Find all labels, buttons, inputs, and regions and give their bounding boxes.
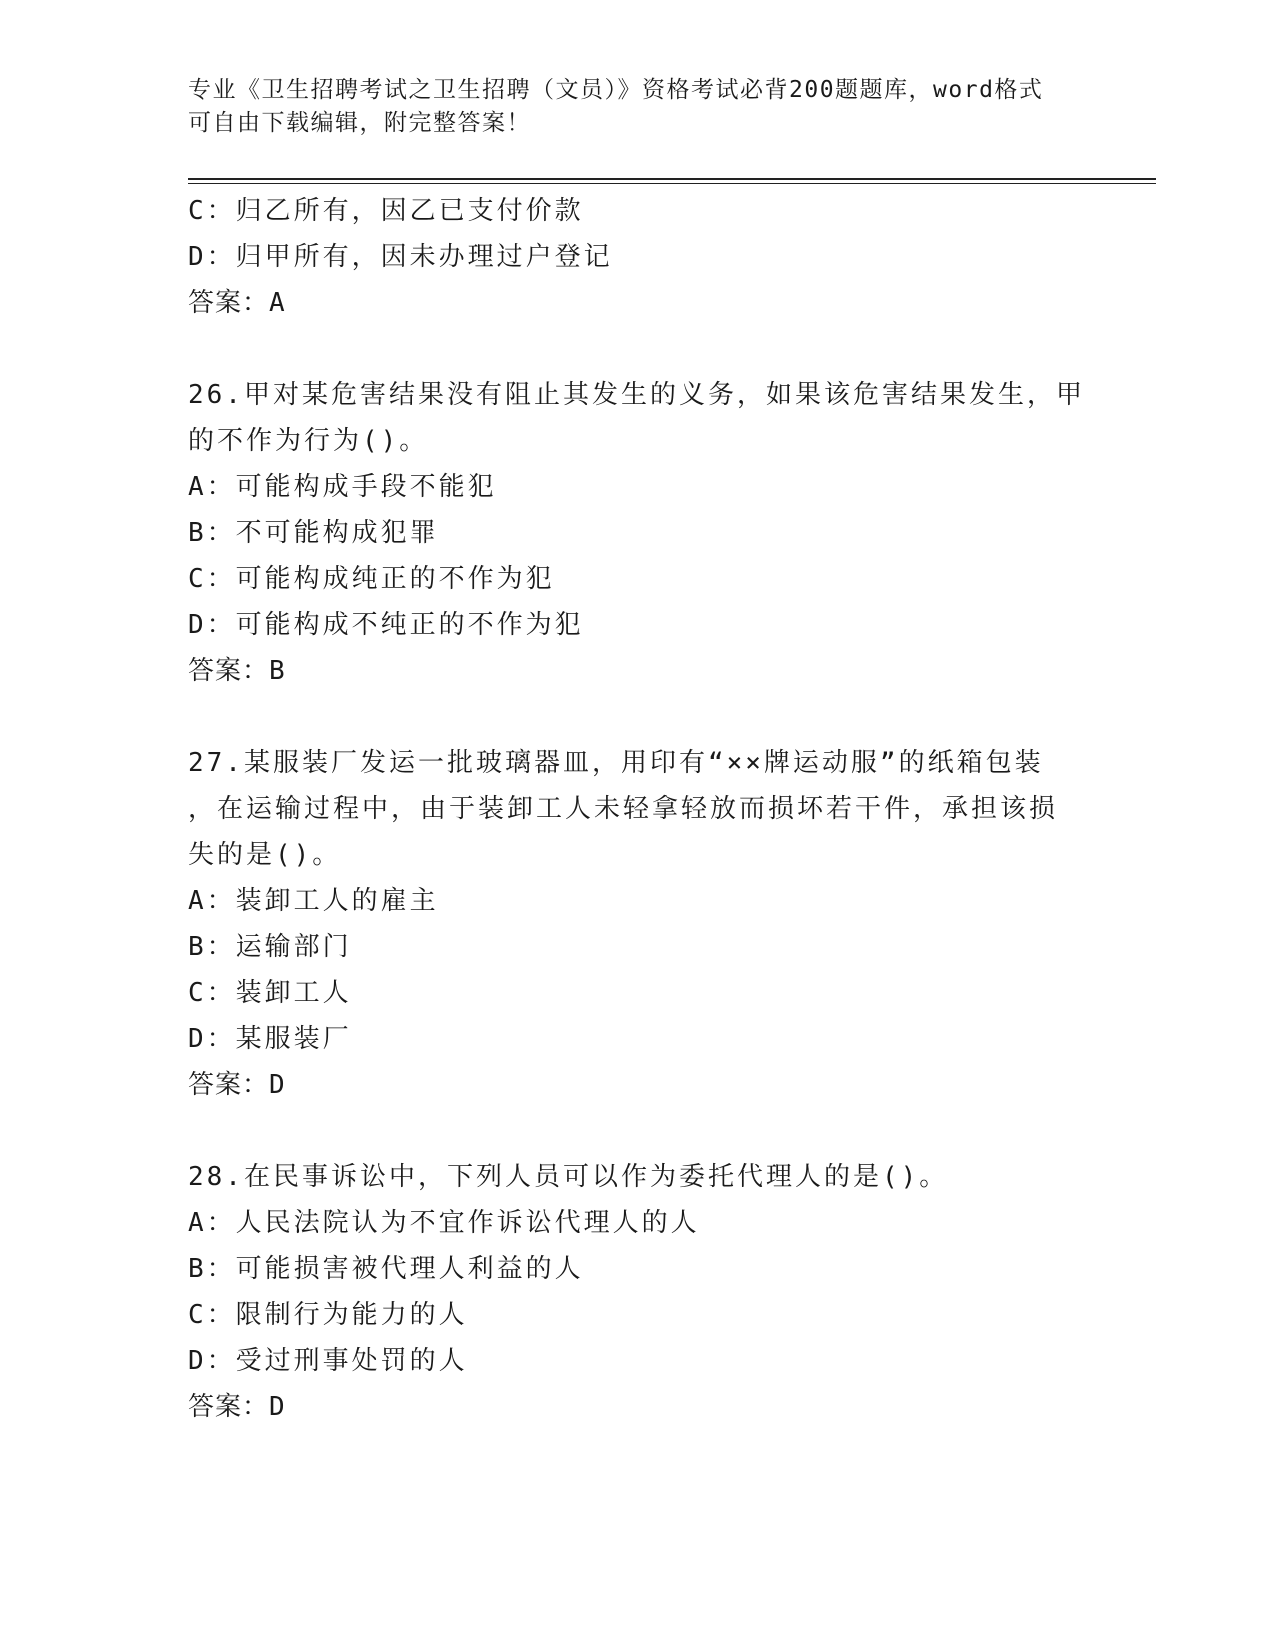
option-d: D：某服装厂 [188, 1024, 352, 1054]
option-a: A：人民法院认为不宜作诉讼代理人的人 [188, 1208, 700, 1238]
answer-line [188, 1384, 1088, 1430]
answer-line [188, 280, 1088, 326]
option-c: C：归乙所有，因乙已支付价款 [188, 196, 584, 226]
spacer [188, 326, 1088, 372]
answer-label: 答案： [188, 656, 270, 686]
question-stem-line: 26.甲对某危害结果没有阻止其发生的义务，如果该危害结果发生，甲 [188, 380, 1085, 410]
option-b: B：可能损害被代理人利益的人 [188, 1254, 584, 1284]
header-divider-thick [188, 178, 1156, 180]
answer-value: D [269, 1070, 286, 1100]
answer-line [188, 648, 1088, 694]
option-b: B：运输部门 [188, 932, 352, 962]
option-d: D：归甲所有，因未办理过户登记 [188, 242, 613, 272]
question-27 [188, 740, 1088, 1108]
answer-label: 答案： [188, 1070, 270, 1100]
answer-line [188, 1062, 1088, 1108]
question-stem-line: 的不作为行为()。 [188, 426, 429, 456]
question-stem-line: 28.在民事诉讼中，下列人员可以作为委托代理人的是()。 [188, 1162, 949, 1192]
spacer [188, 694, 1088, 740]
option-c: C：可能构成纯正的不作为犯 [188, 564, 555, 594]
option-c: C：限制行为能力的人 [188, 1300, 468, 1330]
option-c: C：装卸工人 [188, 978, 352, 1008]
header-line-2: 可自由下载编辑，附完整答案！ [188, 110, 531, 136]
option-a: A：装卸工人的雇主 [188, 886, 439, 916]
option-b: B：不可能构成犯罪 [188, 518, 439, 548]
option-a: A：可能构成手段不能犯 [188, 472, 497, 502]
question-26 [188, 372, 1088, 694]
answer-value: A [269, 288, 286, 318]
question-25-continued [188, 188, 1088, 326]
option-d: D：可能构成不纯正的不作为犯 [188, 610, 584, 640]
question-stem-line: 27.某服装厂发运一批玻璃器皿，用印有“××牌运动服”的纸箱包装 [188, 748, 1044, 778]
answer-value: D [269, 1392, 286, 1422]
answer-label: 答案： [188, 288, 270, 318]
option-d: D：受过刑事处罚的人 [188, 1346, 468, 1376]
header-divider-thin [188, 183, 1156, 184]
answer-value: B [269, 656, 286, 686]
document-header [188, 74, 1068, 140]
question-stem-line: ，在运输过程中，由于装卸工人未轻拿轻放而损坏若干件，承担该损 [188, 794, 1059, 824]
question-stem-line: 失的是()。 [188, 840, 342, 870]
header-line-1: 专业《卫生招聘考试之卫生招聘（文员）》资格考试必背200题题库，word格式 [188, 77, 1044, 103]
question-28 [188, 1154, 1088, 1430]
question-list [188, 188, 1088, 1430]
answer-label: 答案： [188, 1392, 270, 1422]
spacer [188, 1108, 1088, 1154]
